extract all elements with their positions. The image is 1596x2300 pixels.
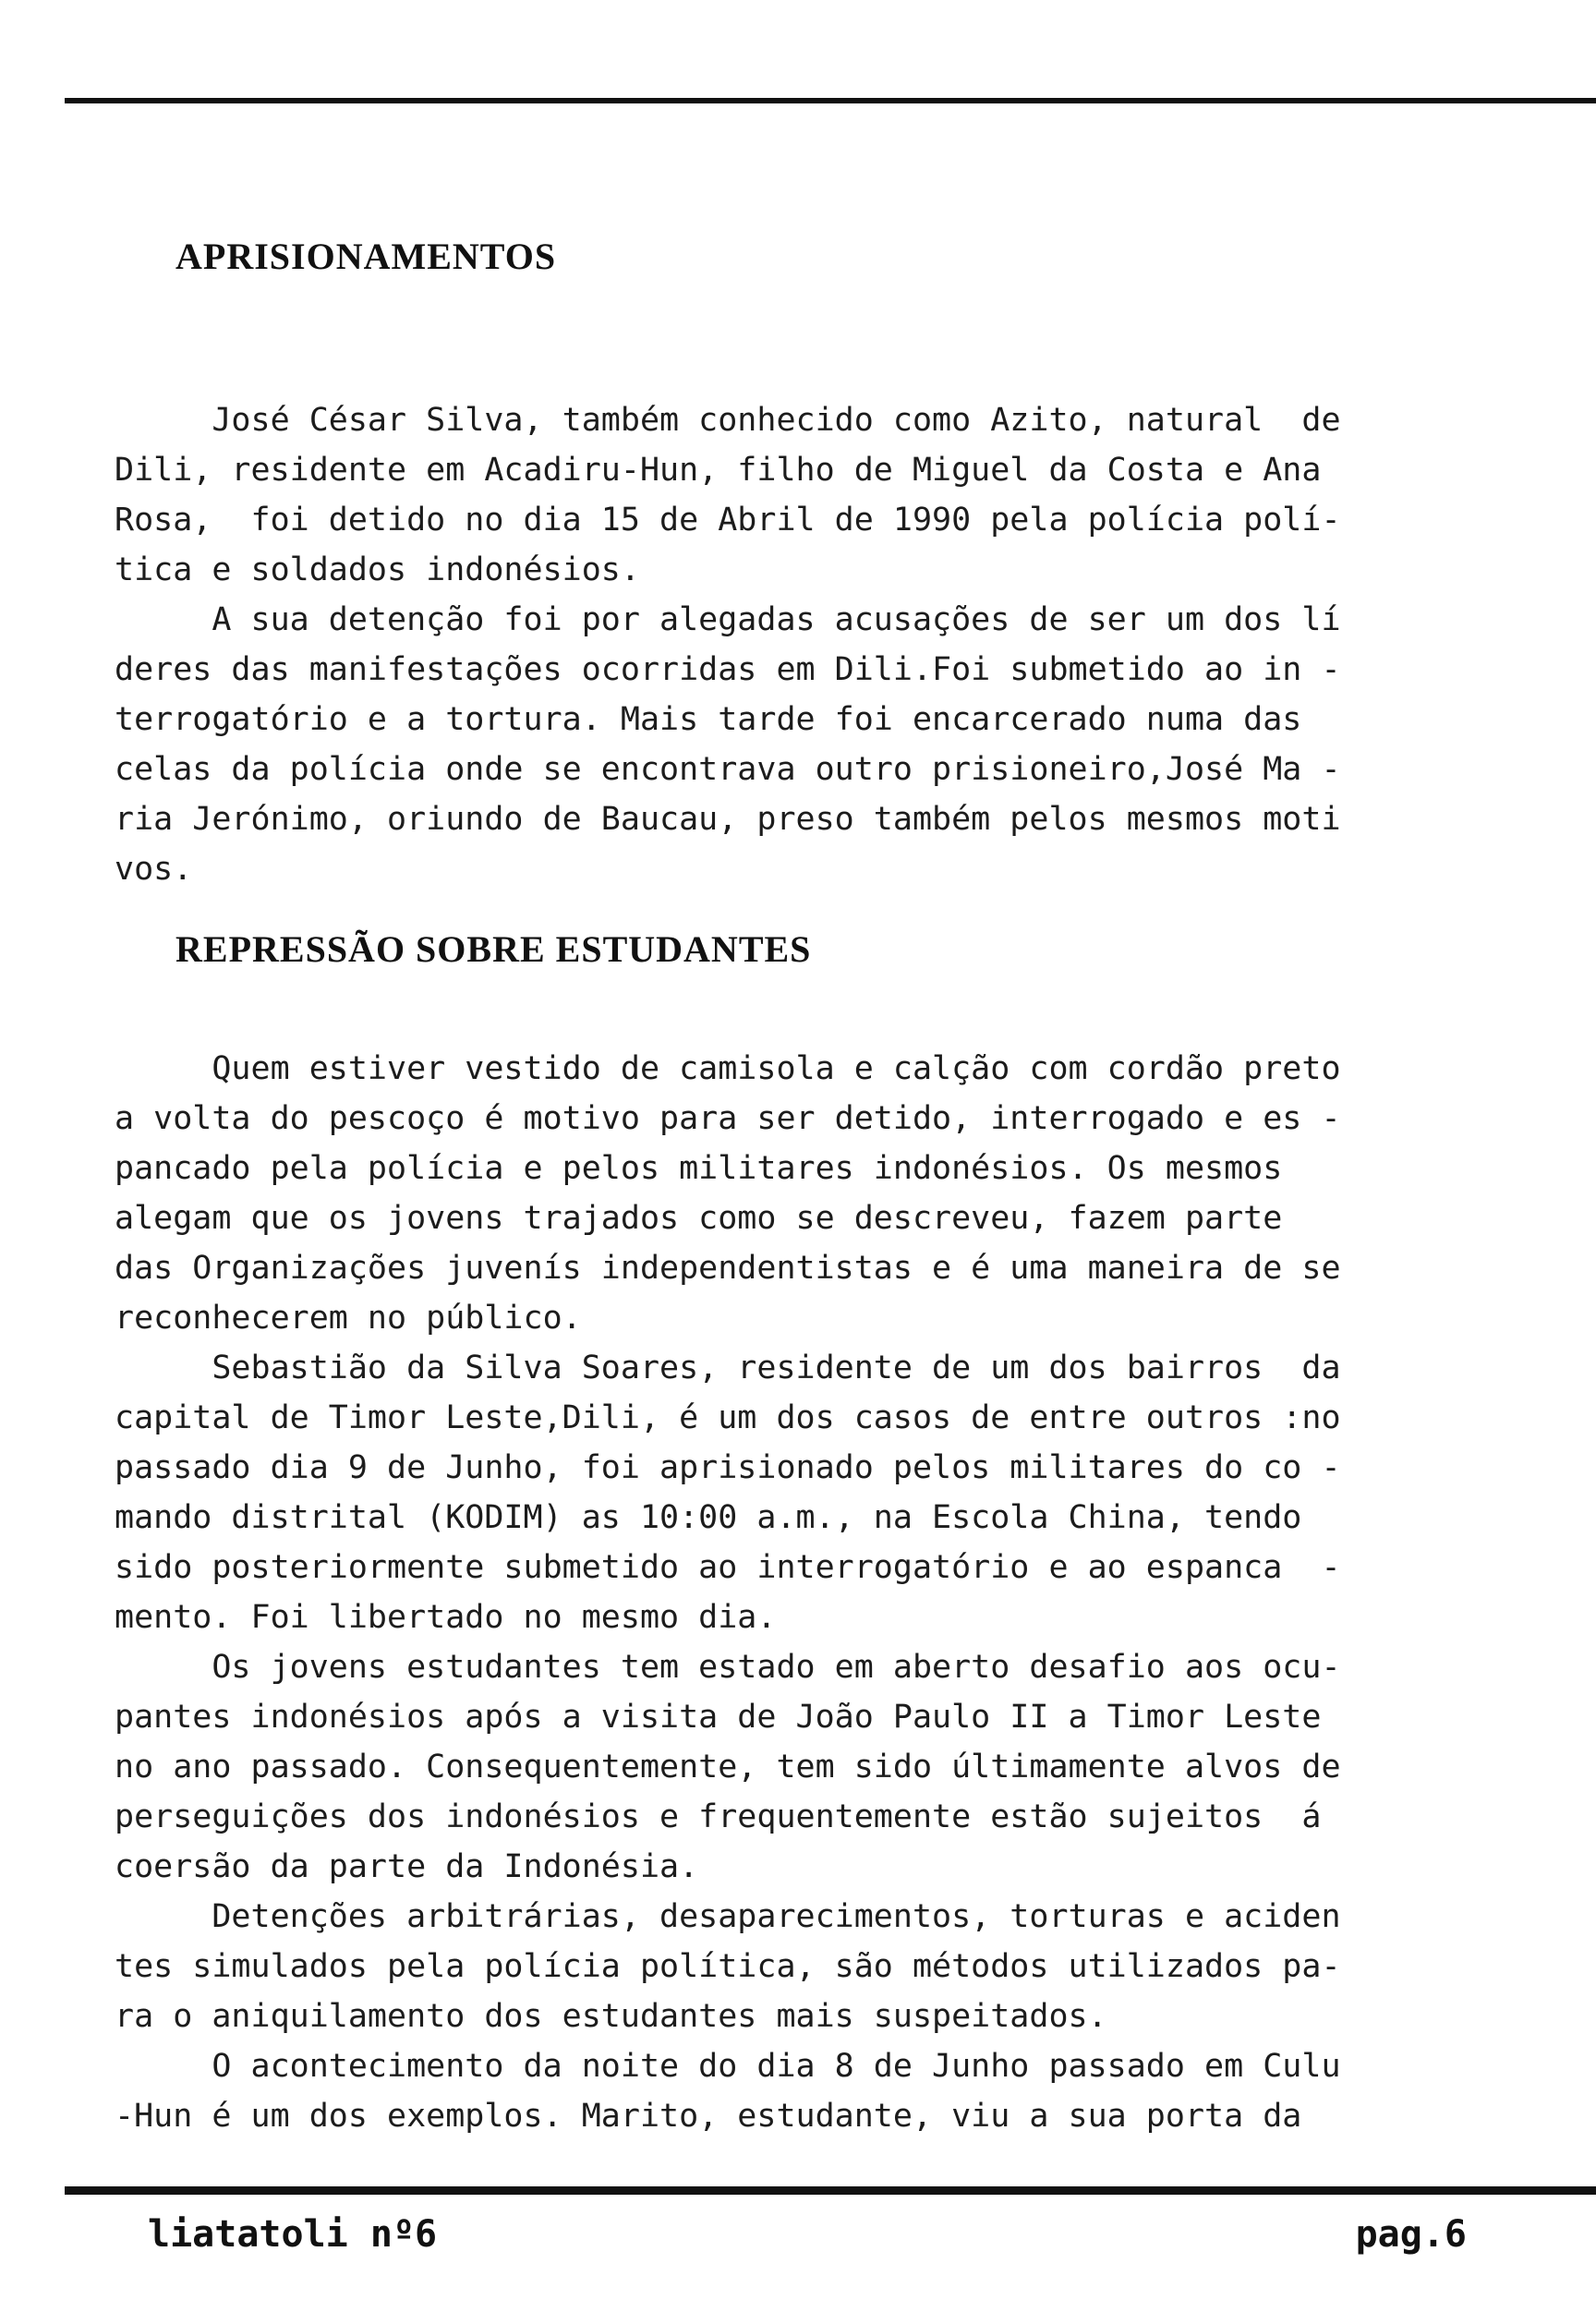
text-line: capital de Timor Leste,Dili, é um dos casos de entre outros :no bbox=[115, 1399, 1341, 1436]
text-line: vos. bbox=[115, 851, 193, 888]
section-title-repressao: REPRESSÃO SOBRE ESTUDANTES bbox=[175, 928, 812, 970]
top-rule bbox=[65, 98, 1596, 103]
text-line: coersão da parte da Indonésia. bbox=[115, 1848, 699, 1885]
text-line: Detenções arbitrárias, desaparecimentos, torturas e aciden bbox=[115, 1898, 1341, 1935]
text-line: Dili, residente em Acadiru-Hun, filho de Miguel da Costa e Ana bbox=[115, 452, 1322, 489]
text-line: Sebastião da Silva Soares, residente de um dos bairros da bbox=[115, 1350, 1341, 1386]
text-line: tes simulados pela polícia política, são métodos utilizados pa- bbox=[115, 1948, 1341, 1985]
text-line: terrogatório e a tortura. Mais tarde foi encarcerado numa das bbox=[115, 701, 1302, 738]
text-line: a volta do pescoço é motivo para ser detido, interrogado e es - bbox=[115, 1100, 1341, 1137]
text-line: mento. Foi libertado no mesmo dia. bbox=[115, 1599, 777, 1636]
text-line: deres das manifestações ocorridas em Dili.Foi submetido ao in - bbox=[115, 651, 1341, 688]
text-line: sido posteriormente submetido ao interrogatório e ao espanca - bbox=[115, 1549, 1341, 1586]
text-line: Quem estiver vestido de camisola e calção com cordão preto bbox=[115, 1050, 1341, 1087]
text-line: ria Jerónimo, oriundo de Baucau, preso também pelos mesmos moti bbox=[115, 801, 1341, 838]
text-line: pantes indonésios após a visita de João Paulo II a Timor Leste bbox=[115, 1699, 1322, 1736]
text-line: das Organizações juvenís independentistas e é uma maneira de se bbox=[115, 1250, 1341, 1287]
section-body-aprisionamentos bbox=[115, 395, 1481, 894]
text-line: ra o aniquilamento dos estudantes mais suspeitados. bbox=[115, 1998, 1107, 2035]
text-line: O acontecimento da noite do dia 8 de Junho passado em Culu bbox=[115, 2048, 1341, 2085]
text-line: passado dia 9 de Junho, foi aprisionado pelos militares do co - bbox=[115, 1449, 1341, 1486]
text-line: José César Silva, também conhecido como Azito, natural de bbox=[115, 402, 1341, 439]
section-body-repressao bbox=[115, 1044, 1481, 2141]
text-line: pancado pela polícia e pelos militares indonésios. Os mesmos bbox=[115, 1150, 1283, 1187]
text-line: perseguições dos indonésios e frequentemente estão sujeitos á bbox=[115, 1798, 1322, 1835]
text-line: -Hun é um dos exemplos. Marito, estudante, viu a sua porta da bbox=[115, 2098, 1302, 2135]
bottom-rule bbox=[65, 2186, 1596, 2195]
text-line: reconhecerem no público. bbox=[115, 1300, 582, 1337]
publication-name: liatatoli nº6 bbox=[148, 2213, 438, 2256]
page-number: pag.6 bbox=[1355, 2213, 1467, 2256]
section-title-aprisionamentos: APRISIONAMENTOS bbox=[175, 236, 557, 277]
text-line: tica e soldados indonésios. bbox=[115, 551, 640, 588]
text-line: A sua detenção foi por alegadas acusações de ser um dos lí bbox=[115, 601, 1341, 638]
text-line: Os jovens estudantes tem estado em aberto desafio aos ocu- bbox=[115, 1649, 1341, 1686]
text-line: Rosa, foi detido no dia 15 de Abril de 1990 pela polícia polí- bbox=[115, 502, 1341, 539]
text-line: celas da polícia onde se encontrava outro prisioneiro,José Ma - bbox=[115, 751, 1341, 788]
text-line: mando distrital (KODIM) as 10:00 a.m., na Escola China, tendo bbox=[115, 1499, 1302, 1536]
text-line: alegam que os jovens trajados como se descreveu, fazem parte bbox=[115, 1200, 1283, 1237]
text-line: no ano passado. Consequentemente, tem sido últimamente alvos de bbox=[115, 1749, 1341, 1786]
